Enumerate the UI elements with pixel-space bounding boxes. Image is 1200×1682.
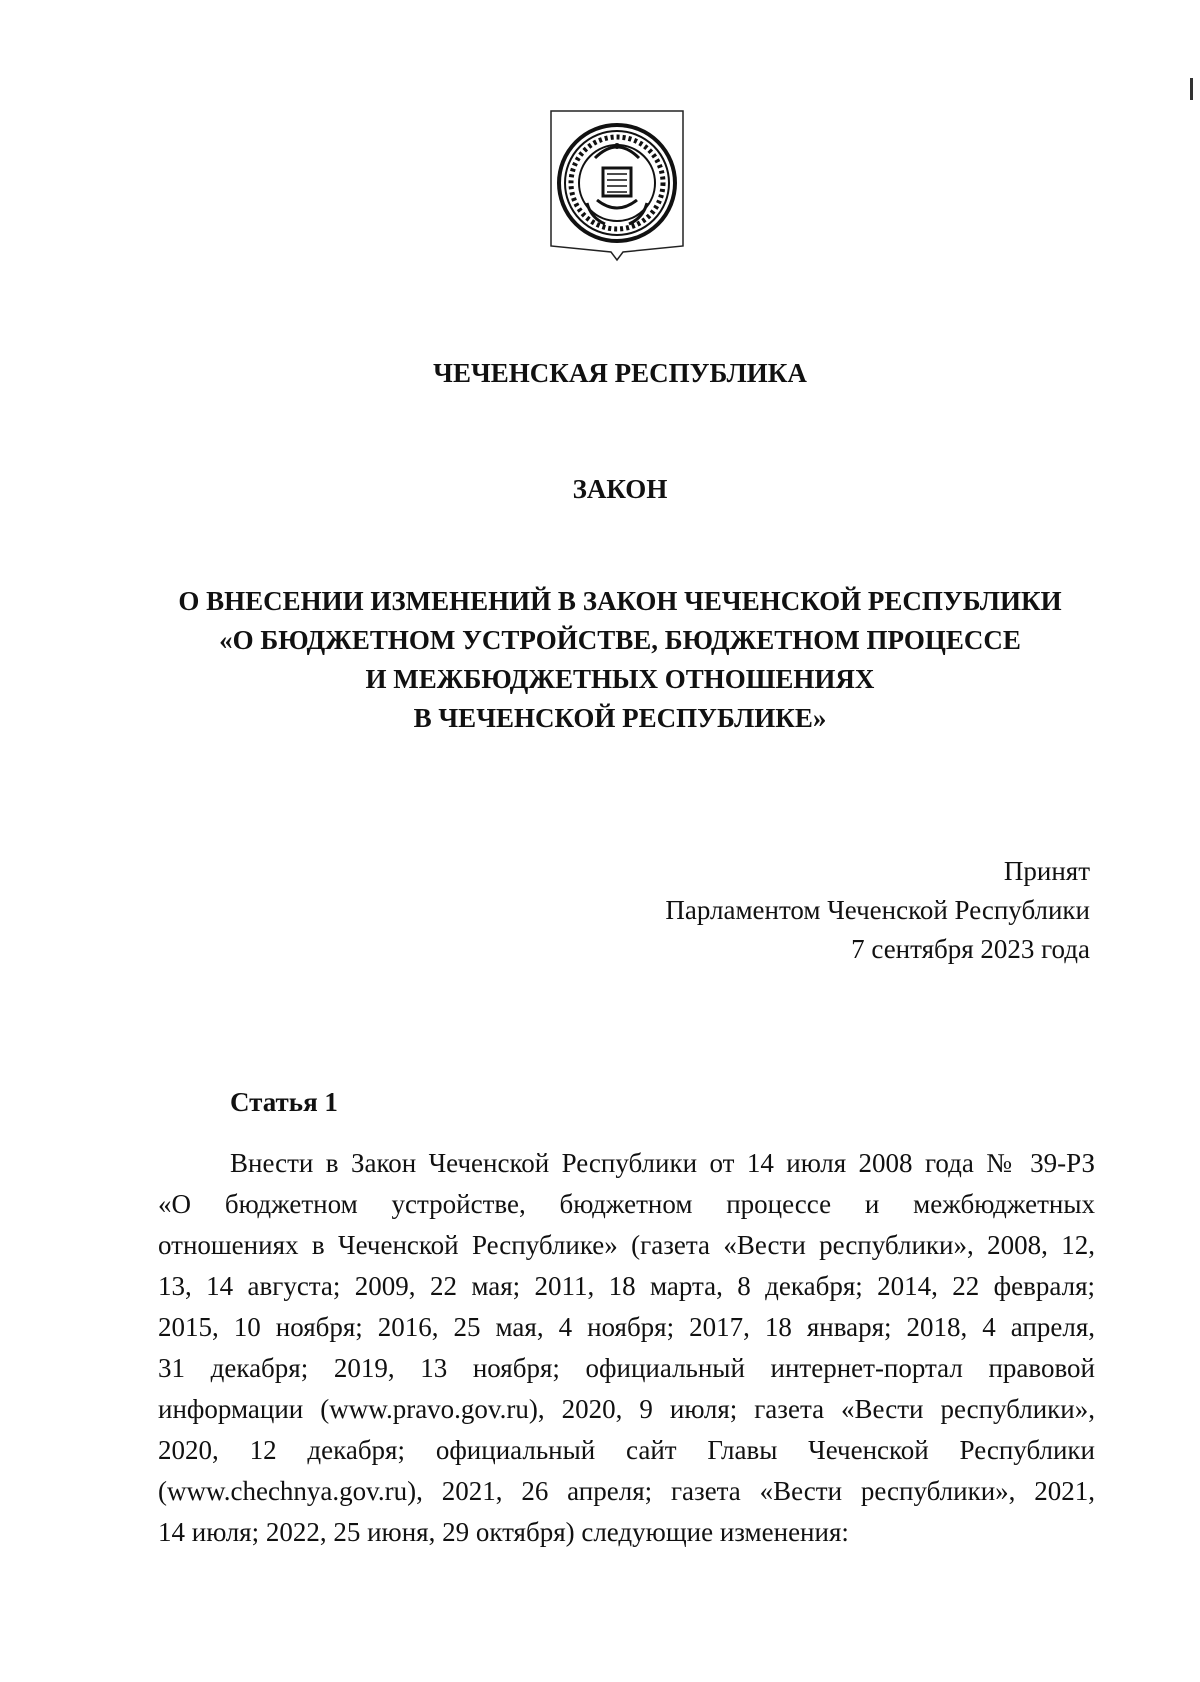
adoption-date: 7 сентября 2023 года bbox=[851, 934, 1090, 964]
law-title-line: «О БЮДЖЕТНОМ УСТРОЙСТВЕ, БЮДЖЕТНОМ ПРОЦЕССЕ bbox=[219, 625, 1021, 655]
body-line: (www.chechnya.gov.ru), 2021, 26 апреля; газета «Вести республики», 2021, bbox=[158, 1476, 1095, 1506]
body-line: 2020, 12 декабря; официальный сайт Главы Чеченской Республики bbox=[158, 1435, 1095, 1465]
article-body bbox=[158, 1143, 1095, 1553]
body-line: Внести в Закон Чеченской Республики от 14 июля 2008 года № 39-РЗ bbox=[230, 1148, 1095, 1178]
republic-heading: ЧЕЧЕНСКАЯ РЕСПУБЛИКА bbox=[433, 358, 807, 388]
scan-edge-mark bbox=[1190, 78, 1193, 100]
adoption-line: Принят bbox=[1003, 856, 1090, 886]
body-line: «О бюджетном устройстве, бюджетном процессе и межбюджетных bbox=[158, 1189, 1095, 1219]
coat-of-arms-emblem bbox=[547, 108, 687, 274]
law-title-line: И МЕЖБЮДЖЕТНЫХ ОТНОШЕНИЯХ bbox=[365, 664, 875, 694]
law-title-line: В ЧЕЧЕНСКОЙ РЕСПУБЛИКЕ» bbox=[413, 703, 827, 733]
law-heading: ЗАКОН bbox=[572, 474, 668, 504]
article-heading: Статья 1 bbox=[230, 1087, 338, 1117]
body-line: 31 декабря; 2019, 13 ноября; официальный интернет-портал правовой bbox=[158, 1353, 1095, 1383]
law-title bbox=[0, 582, 1200, 738]
law-title-line: О ВНЕСЕНИИ ИЗМЕНЕНИЙ В ЗАКОН ЧЕЧЕНСКОЙ РЕСПУБЛИКИ bbox=[178, 586, 1062, 616]
adoption-block bbox=[665, 852, 1090, 969]
body-line: информации (www.pravo.gov.ru), 2020, 9 июля; газета «Вести республики», bbox=[158, 1394, 1095, 1424]
body-line: 2015, 10 ноября; 2016, 25 мая, 4 ноября; 2017, 18 января; 2018, 4 апреля, bbox=[158, 1312, 1095, 1342]
adoption-line: Парламентом Чеченской Республики bbox=[665, 895, 1090, 925]
body-line: 13, 14 августа; 2009, 22 мая; 2011, 18 марта, 8 декабря; 2014, 22 февраля; bbox=[158, 1271, 1095, 1301]
body-line: отношениях в Чеченской Республике» (газета «Вести республики», 2008, 12, bbox=[158, 1230, 1095, 1260]
body-line: 14 июля; 2022, 25 июня, 29 октября) следующие изменения: bbox=[158, 1517, 849, 1547]
